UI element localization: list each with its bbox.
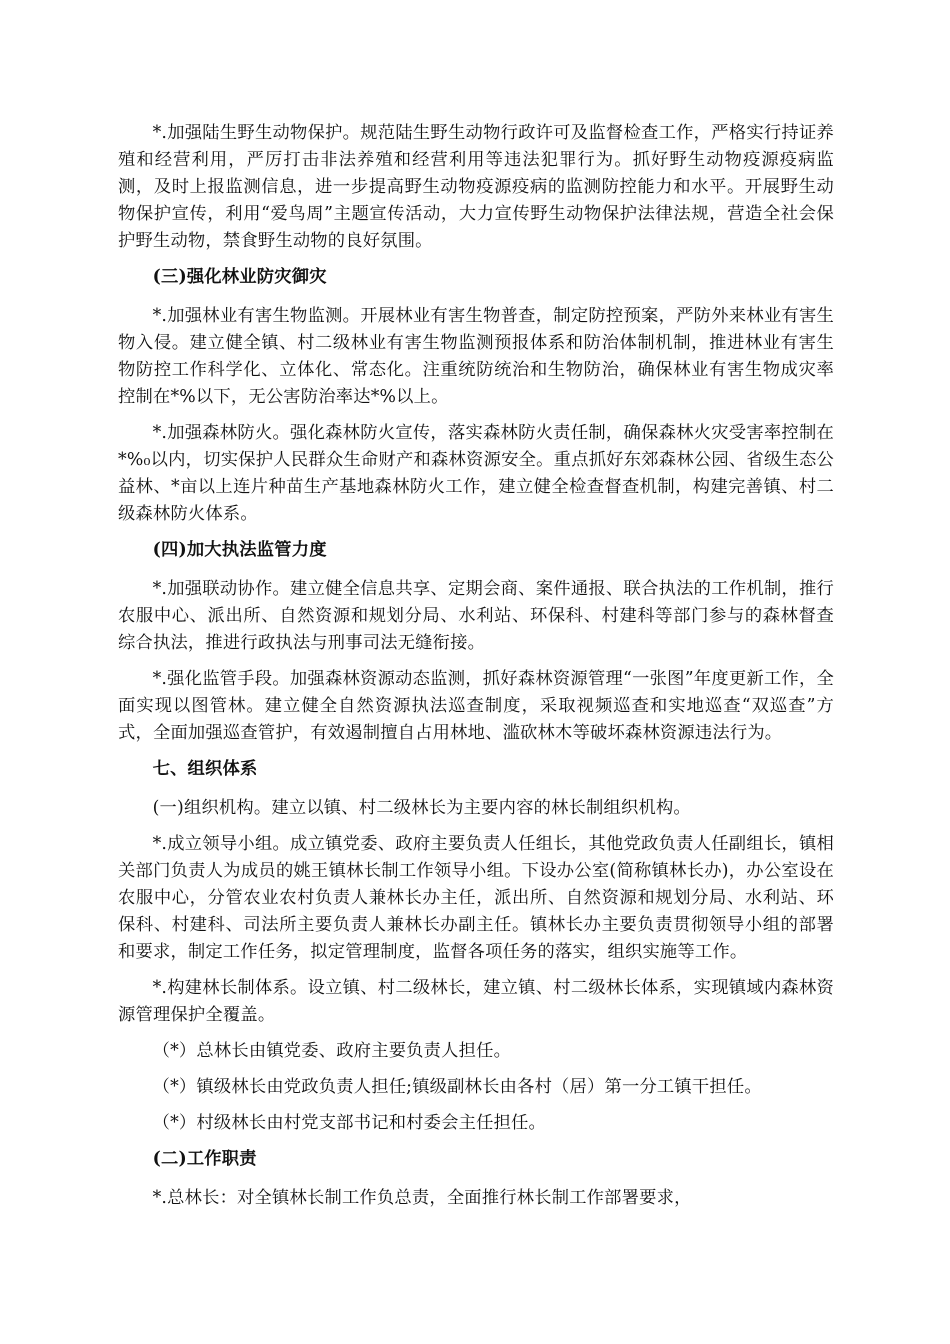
paragraph-leading-group: *.成立领导小组。成立镇党委、政府主要负责人任组长，其他党政负责人任副组长，镇相关部门负责人为成员的姚王镇林长制工作领导小组。下设办公室(简称镇林长办)，办公室设在农服中心，分管农业农村负责人兼林长办主任，派出所、自然资源和规划分局、水利站、环保科、村建科、司法所主要负责人兼林长办副主任。镇林长办主要负责贯彻领导小组的部署和要求，制定工作任务，拟定管理制度，监督各项任务的落实，组织实施等工作。 [118,834,834,962]
paragraph-town-forest-chief: （*）镇级林长由党政负责人担任;镇级副林长由各村（居）第一分工镇干担任。 [152,1077,762,1097]
section-heading-organization: 七、组织体系 [152,759,258,779]
section-heading-responsibilities: (二)工作职责 [152,1149,257,1169]
paragraph-fire-prevention: *.加强森林防火。强化森林防火宣传，落实森林防火责任制，确保森林火灾受害率控制在*%₀以内，切实保护人民群众生命财产和森林资源安全。重点抓好东郊森林公园、省级生态公益林、*亩以上连片种苗生产基地森林防火工作，建立健全检查督查机制，构建完善镇、村二级森林防火体系。 [118,423,834,524]
paragraph-chief-forest-chief: （*）总林长由镇党委、政府主要负责人担任。 [152,1041,512,1061]
section-heading-law-enforcement: (四)加大执法监管力度 [152,540,327,560]
document-body [118,120,834,1221]
paragraph-pest-monitoring: *.加强林业有害生物监测。开展林业有害生物普查，制定防控预案，严防外来林业有害生物入侵。建立健全镇、村二级林业有害生物监测预报体系和防治体制机制，推进林业有害生物防控工作科学化、立体化、常态化。注重统防统治和生物防治，确保林业有害生物成灾率控制在*%以下，无公害防治率达*%以上。 [118,306,834,407]
paragraph-forest-chief-system: *.构建林长制体系。设立镇、村二级林长，建立镇、村二级林长体系，实现镇域内森林资源管理保护全覆盖。 [118,978,834,1025]
section-heading-disaster-prevention: (三)强化林业防灾御灾 [152,267,327,287]
paragraph-organization-structure: (一)组织机构。建立以镇、村二级林长为主要内容的林长制组织机构。 [152,798,691,818]
paragraph-chief-duties: *.总林长：对全镇林长制工作负总责，全面推行林长制工作部署要求， [152,1188,692,1208]
paragraph-wildlife-protection: *.加强陆生野生动物保护。规范陆生野生动物行政许可及监督检查工作，严格实行持证养殖和经营利用，严厉打击非法养殖和经营利用等违法犯罪行为。抓好野生动物疫源疫病监测，及时上报监测信息，进一步提高野生动物疫源疫病的监测防控能力和水平。开展野生动物保护宣传，利用“爱鸟周”主题宣传活动，大力宣传野生动物保护法律法规，营造全社会保护野生动物，禁食野生动物的良好氛围。 [118,123,834,251]
paragraph-supervision-means: *.强化监管手段。加强森林资源动态监测，抓好森林资源管理“一张图”年度更新工作，全面实现以图管林。建立健全自然资源执法巡查制度，采取视频巡查和实地巡查“双巡查”方式，全面加强巡查管护，有效遏制擅自占用林地、滥砍林木等破坏森林资源违法行为。 [118,669,834,743]
paragraph-village-forest-chief: （*）村级林长由村党支部书记和村委会主任担任。 [152,1113,547,1133]
paragraph-joint-cooperation: *.加强联动协作。建立健全信息共享、定期会商、案件通报、联合执法的工作机制，推行农服中心、派出所、自然资源和规划分局、水利站、环保科、村建科等部门参与的森林督查综合执法，推进行政执法与刑事司法无缝衔接。 [118,579,834,653]
